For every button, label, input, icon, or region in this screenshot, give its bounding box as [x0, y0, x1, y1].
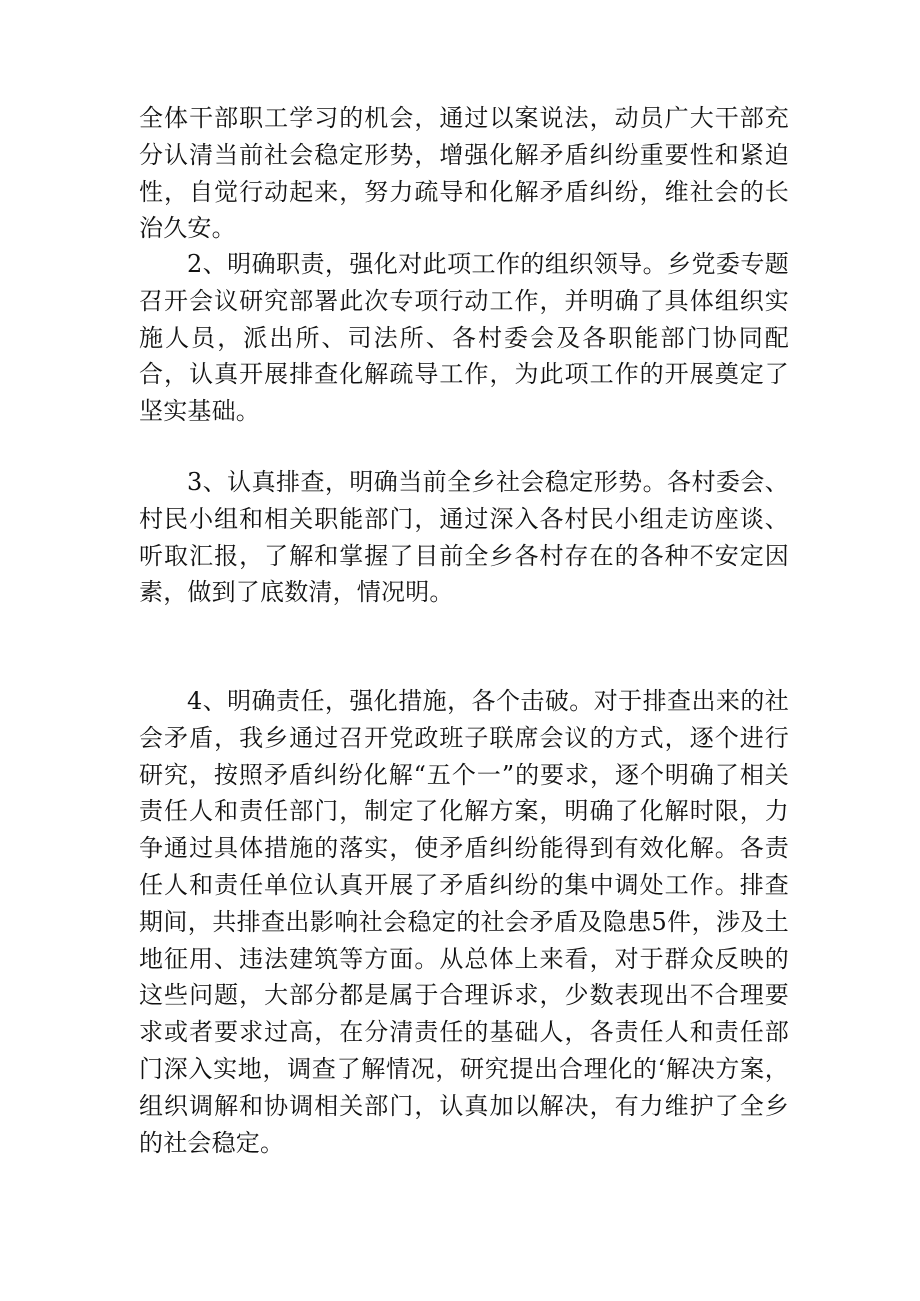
paragraph-item-3: 3、认真排查，明确当前全乡社会稳定形势。各村委会、村民小组和相关职能部门，通过深入各村民小组走访座谈、听取汇报，了解和掌握了目前全乡各村存在的各种不安定因素，做到了底数清，情况明。: [139, 468, 789, 607]
paragraph-continuation: 全体干部职工学习的机会，通过以案说法，动员广大干部充分认清当前社会稳定形势，增强化解矛盾纠纷重要性和紧迫性，自觉行动起来，努力疏导和化解矛盾纠纷，维社会的长治久安。: [139, 104, 789, 243]
paragraph-item-4: 4、明确责任，强化措施，各个击破。对于排查出来的社会矛盾，我乡通过召开党政班子联席会议的方式，逐个进行研究，按照矛盾纠纷化解“五个一”的要求，逐个明确了相关责任人和责任部门，制定了化解方案，明确了化解时限，力争通过具体措施的落实，使矛盾纠纷能得到有效化解。各责任人和责任单位认真开展了矛盾纠纷的集中调处工作。排查期间，共排查出影响社会稳定的社会矛盾及隐患5件，涉及土地征用、违法建筑等方面。从总体上来看，对于群众反映的这些问题，大部分都是属于合理诉求，少数表现出不合理要求或者要求过高，在分清责任的基础人，各责任人和责任部门深入实地，调查了解情况，研究提出合理化的‘解决方案，组织调解和协调相关部门，认真加以解决，有力维护了全乡的社会稳定。: [139, 687, 789, 1157]
paragraph-item-2: 2、明确职责，强化对此项工作的组织领导。乡党委专题召开会议研究部署此次专项行动工作，并明确了具体组织实施人员，派出所、司法所、各村委会及各职能部门协同配合，认真开展排查化解疏导工作，为此项工作的开展奠定了坚实基础。: [139, 250, 789, 426]
